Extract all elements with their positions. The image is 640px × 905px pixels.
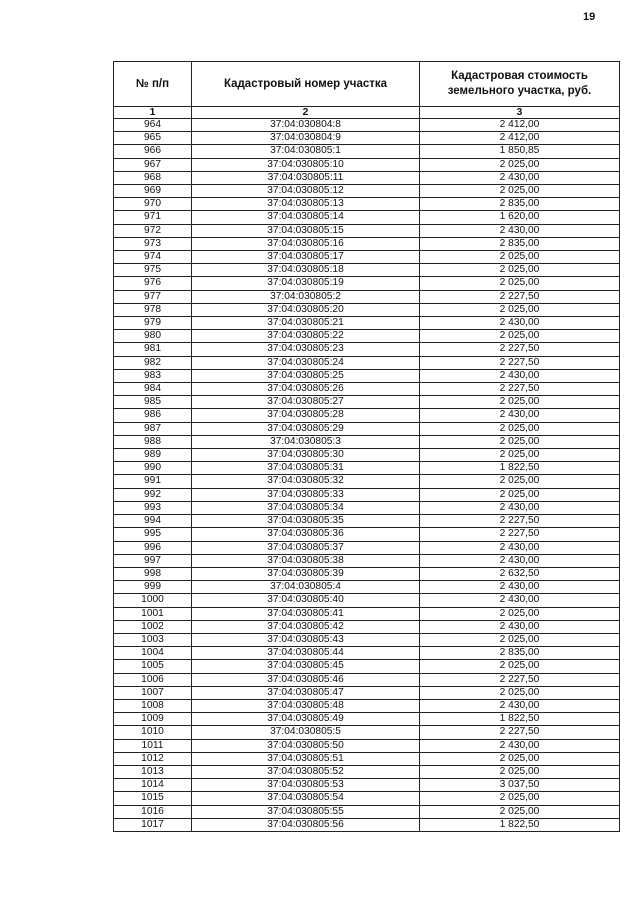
cadastral-value-cell: 1 822,50 [420, 713, 620, 726]
row-number-cell: 1001 [114, 607, 192, 620]
cadastral-number-cell: 37:04:030805:11 [192, 171, 420, 184]
cadastral-number-cell: 37:04:030805:30 [192, 449, 420, 462]
cadastral-value-cell: 2 227,50 [420, 673, 620, 686]
row-number-cell: 970 [114, 198, 192, 211]
cadastral-number-cell: 37:04:030805:4 [192, 581, 420, 594]
cadastral-number-cell: 37:04:030805:43 [192, 633, 420, 646]
cadastral-value-cell: 2 430,00 [420, 409, 620, 422]
cadastral-value-cell: 2 025,00 [420, 607, 620, 620]
cadastral-number-cell: 37:04:030805:34 [192, 501, 420, 514]
cadastral-number-cell: 37:04:030805:25 [192, 369, 420, 382]
row-number-cell: 983 [114, 369, 192, 382]
cadastral-value-cell: 2 412,00 [420, 119, 620, 132]
table-row [114, 383, 620, 396]
row-number-cell: 1003 [114, 633, 192, 646]
table-row [114, 594, 620, 607]
cadastral-value-cell: 2 025,00 [420, 805, 620, 818]
row-number-cell: 999 [114, 581, 192, 594]
cadastral-number-cell: 37:04:030805:41 [192, 607, 420, 620]
table-row [114, 528, 620, 541]
row-number-cell: 1017 [114, 818, 192, 831]
table-row [114, 303, 620, 316]
cadastral-value-cell: 2 227,50 [420, 726, 620, 739]
row-number-cell: 1004 [114, 647, 192, 660]
table-row [114, 264, 620, 277]
cadastral-number-cell: 37:04:030805:29 [192, 422, 420, 435]
table-row [114, 501, 620, 514]
table-row [114, 686, 620, 699]
cadastral-number-cell: 37:04:030805:10 [192, 158, 420, 171]
cadastral-number-cell: 37:04:030805:15 [192, 224, 420, 237]
table-row [114, 567, 620, 580]
table-row [114, 449, 620, 462]
cadastral-number-cell: 37:04:030804:9 [192, 132, 420, 145]
row-number-cell: 995 [114, 528, 192, 541]
row-number-cell: 969 [114, 185, 192, 198]
table-row [114, 699, 620, 712]
cadastral-number-cell: 37:04:030805:38 [192, 554, 420, 567]
cadastral-number-cell: 37:04:030805:49 [192, 713, 420, 726]
cadastral-value-cell: 2 025,00 [420, 185, 620, 198]
row-number-cell: 965 [114, 132, 192, 145]
table-row [114, 541, 620, 554]
row-number-cell: 996 [114, 541, 192, 554]
table-row [114, 620, 620, 633]
cadastral-value-cell: 2 430,00 [420, 501, 620, 514]
table-row [114, 739, 620, 752]
cadastral-value-cell: 2 025,00 [420, 765, 620, 778]
table-row [114, 633, 620, 646]
row-number-cell: 972 [114, 224, 192, 237]
cadastral-number-cell: 37:04:030805:50 [192, 739, 420, 752]
cadastral-value-cell: 1 822,50 [420, 462, 620, 475]
cadastral-value-cell: 2 227,50 [420, 528, 620, 541]
row-number-cell: 1010 [114, 726, 192, 739]
column-number-row [114, 107, 620, 119]
table-row [114, 462, 620, 475]
table-row [114, 396, 620, 409]
table-row [114, 343, 620, 356]
table-row [114, 792, 620, 805]
cadastral-number-cell: 37:04:030805:27 [192, 396, 420, 409]
row-number-cell: 993 [114, 501, 192, 514]
cadastral-value-cell: 2 430,00 [420, 541, 620, 554]
table-row [114, 145, 620, 158]
row-number-cell: 1005 [114, 660, 192, 673]
cadastral-value-cell: 2 025,00 [420, 686, 620, 699]
cadastral-number-cell: 37:04:030805:36 [192, 528, 420, 541]
cadastral-value-cell: 2 430,00 [420, 171, 620, 184]
cadastral-value-cell: 1 850,85 [420, 145, 620, 158]
table-row [114, 554, 620, 567]
table-row [114, 435, 620, 448]
row-number-cell: 1000 [114, 594, 192, 607]
cadastral-number-cell: 37:04:030805:28 [192, 409, 420, 422]
cadastral-number-cell: 37:04:030805:32 [192, 475, 420, 488]
cadastral-value-cell: 2 430,00 [420, 594, 620, 607]
cadastral-value-cell: 2 025,00 [420, 251, 620, 264]
row-number-cell: 980 [114, 330, 192, 343]
table-row [114, 198, 620, 211]
cadastral-value-cell: 2 025,00 [420, 422, 620, 435]
table-row [114, 607, 620, 620]
row-number-cell: 978 [114, 303, 192, 316]
row-number-cell: 968 [114, 171, 192, 184]
header-row [114, 62, 620, 107]
table-row [114, 277, 620, 290]
cadastral-value-cell: 2 430,00 [420, 554, 620, 567]
cadastral-number-cell: 37:04:030805:1 [192, 145, 420, 158]
table-row [114, 369, 620, 382]
table-row [114, 475, 620, 488]
row-number-cell: 1007 [114, 686, 192, 699]
cadastral-number-cell: 37:04:030805:13 [192, 198, 420, 211]
cadastral-value-cell: 2 430,00 [420, 317, 620, 330]
row-number-cell: 1016 [114, 805, 192, 818]
cadastral-number-cell: 37:04:030805:54 [192, 792, 420, 805]
cadastral-number-cell: 37:04:030805:33 [192, 488, 420, 501]
cadastral-value-cell: 2 025,00 [420, 396, 620, 409]
cadastral-value-cell: 2 835,00 [420, 237, 620, 250]
table-row [114, 422, 620, 435]
row-number-cell: 985 [114, 396, 192, 409]
cadastral-value-cell: 2 227,50 [420, 515, 620, 528]
table-row [114, 211, 620, 224]
row-number-cell: 988 [114, 435, 192, 448]
row-number-cell: 977 [114, 290, 192, 303]
cadastral-number-cell: 37:04:030805:44 [192, 647, 420, 660]
cadastral-value-cell: 3 037,50 [420, 779, 620, 792]
row-number-cell: 967 [114, 158, 192, 171]
cadastral-number-cell: 37:04:030805:23 [192, 343, 420, 356]
cadastral-number-cell: 37:04:030805:42 [192, 620, 420, 633]
row-number-cell: 987 [114, 422, 192, 435]
cadastral-table [113, 61, 620, 832]
row-number-cell: 975 [114, 264, 192, 277]
cadastral-number-cell: 37:04:030805:17 [192, 251, 420, 264]
table-row [114, 158, 620, 171]
row-number-cell: 989 [114, 449, 192, 462]
row-number-cell: 986 [114, 409, 192, 422]
cadastral-value-cell: 2 025,00 [420, 488, 620, 501]
table-row [114, 581, 620, 594]
row-number-cell: 982 [114, 356, 192, 369]
cadastral-number-cell: 37:04:030805:3 [192, 435, 420, 448]
row-number-cell: 964 [114, 119, 192, 132]
cadastral-number-cell: 37:04:030805:26 [192, 383, 420, 396]
cadastral-number-cell: 37:04:030805:2 [192, 290, 420, 303]
cadastral-value-cell: 2 025,00 [420, 792, 620, 805]
row-number-cell: 1012 [114, 752, 192, 765]
cadastral-number-cell: 37:04:030805:51 [192, 752, 420, 765]
header-cadastral-number: Кадастровый номер участка [192, 62, 420, 107]
table-row [114, 673, 620, 686]
row-number-cell: 984 [114, 383, 192, 396]
table-row [114, 805, 620, 818]
row-number-cell: 992 [114, 488, 192, 501]
row-number-cell: 998 [114, 567, 192, 580]
cadastral-value-cell: 2 025,00 [420, 449, 620, 462]
table-row [114, 356, 620, 369]
cadastral-number-cell: 37:04:030805:31 [192, 462, 420, 475]
cadastral-number-cell: 37:04:030805:45 [192, 660, 420, 673]
row-number-cell: 1008 [114, 699, 192, 712]
table-row [114, 317, 620, 330]
cadastral-number-cell: 37:04:030805:16 [192, 237, 420, 250]
cadastral-value-cell: 2 025,00 [420, 264, 620, 277]
cadastral-number-cell: 37:04:030805:14 [192, 211, 420, 224]
cadastral-number-cell: 37:04:030805:18 [192, 264, 420, 277]
table-row [114, 752, 620, 765]
row-number-cell: 1015 [114, 792, 192, 805]
cadastral-value-cell: 2 025,00 [420, 303, 620, 316]
row-number-cell: 997 [114, 554, 192, 567]
row-number-cell: 971 [114, 211, 192, 224]
cadastral-number-cell: 37:04:030805:20 [192, 303, 420, 316]
cadastral-number-cell: 37:04:030805:24 [192, 356, 420, 369]
table-row [114, 647, 620, 660]
cadastral-number-cell: 37:04:030805:52 [192, 765, 420, 778]
row-number-cell: 1002 [114, 620, 192, 633]
row-number-cell: 1009 [114, 713, 192, 726]
cadastral-number-cell: 37:04:030805:55 [192, 805, 420, 818]
cadastral-value-cell: 2 025,00 [420, 158, 620, 171]
cadastral-number-cell: 37:04:030805:5 [192, 726, 420, 739]
cadastral-number-cell: 37:04:030805:56 [192, 818, 420, 831]
cadastral-value-cell: 2 025,00 [420, 435, 620, 448]
table-row [114, 185, 620, 198]
cadastral-number-cell: 37:04:030805:12 [192, 185, 420, 198]
cadastral-value-cell: 2 430,00 [420, 699, 620, 712]
cadastral-value-cell: 2 227,50 [420, 343, 620, 356]
table-row [114, 409, 620, 422]
cadastral-number-cell: 37:04:030804:8 [192, 119, 420, 132]
row-number-cell: 1014 [114, 779, 192, 792]
cadastral-number-cell: 37:04:030805:22 [192, 330, 420, 343]
row-number-cell: 1013 [114, 765, 192, 778]
table-row [114, 224, 620, 237]
cadastral-number-cell: 37:04:030805:53 [192, 779, 420, 792]
cadastral-value-cell: 2 025,00 [420, 330, 620, 343]
table-row [114, 330, 620, 343]
column-number: 3 [420, 107, 620, 119]
cadastral-value-cell: 2 430,00 [420, 369, 620, 382]
header-cadastral-value: Кадастровая стоимость земельного участка, руб. [420, 62, 620, 107]
cadastral-value-cell: 2 430,00 [420, 581, 620, 594]
cadastral-number-cell: 37:04:030805:35 [192, 515, 420, 528]
column-number: 1 [114, 107, 192, 119]
cadastral-number-cell: 37:04:030805:48 [192, 699, 420, 712]
cadastral-value-cell: 1 620,00 [420, 211, 620, 224]
row-number-cell: 966 [114, 145, 192, 158]
cadastral-value-cell: 2 025,00 [420, 660, 620, 673]
cadastral-value-cell: 2 632,50 [420, 567, 620, 580]
row-number-cell: 981 [114, 343, 192, 356]
cadastral-number-cell: 37:04:030805:47 [192, 686, 420, 699]
header-row-number: № п/п [114, 62, 192, 107]
cadastral-number-cell: 37:04:030805:39 [192, 567, 420, 580]
cadastral-number-cell: 37:04:030805:46 [192, 673, 420, 686]
table-row [114, 132, 620, 145]
table-row [114, 726, 620, 739]
table-row [114, 713, 620, 726]
cadastral-value-cell: 2 025,00 [420, 475, 620, 488]
table-row [114, 515, 620, 528]
table-row [114, 779, 620, 792]
cadastral-value-cell: 1 822,50 [420, 818, 620, 831]
cadastral-number-cell: 37:04:030805:21 [192, 317, 420, 330]
cadastral-value-cell: 2 430,00 [420, 224, 620, 237]
cadastral-value-cell: 2 835,00 [420, 198, 620, 211]
table-row [114, 237, 620, 250]
row-number-cell: 979 [114, 317, 192, 330]
column-number: 2 [192, 107, 420, 119]
cadastral-number-cell: 37:04:030805:19 [192, 277, 420, 290]
table-row [114, 660, 620, 673]
row-number-cell: 974 [114, 251, 192, 264]
table-row [114, 818, 620, 831]
table-row [114, 119, 620, 132]
row-number-cell: 1006 [114, 673, 192, 686]
row-number-cell: 991 [114, 475, 192, 488]
cadastral-value-cell: 2 430,00 [420, 739, 620, 752]
table-row [114, 488, 620, 501]
table-row [114, 290, 620, 303]
cadastral-value-cell: 2 412,00 [420, 132, 620, 145]
cadastral-number-cell: 37:04:030805:37 [192, 541, 420, 554]
cadastral-value-cell: 2 227,50 [420, 356, 620, 369]
cadastral-value-cell: 2 227,50 [420, 383, 620, 396]
table-row [114, 251, 620, 264]
row-number-cell: 973 [114, 237, 192, 250]
page-number: 19 [583, 11, 596, 23]
cadastral-value-cell: 2 430,00 [420, 620, 620, 633]
cadastral-value-cell: 2 025,00 [420, 277, 620, 290]
cadastral-number-cell: 37:04:030805:40 [192, 594, 420, 607]
cadastral-value-cell: 2 025,00 [420, 633, 620, 646]
cadastral-value-cell: 2 835,00 [420, 647, 620, 660]
row-number-cell: 990 [114, 462, 192, 475]
row-number-cell: 994 [114, 515, 192, 528]
cadastral-value-cell: 2 227,50 [420, 290, 620, 303]
row-number-cell: 1011 [114, 739, 192, 752]
table-row [114, 765, 620, 778]
table-row [114, 171, 620, 184]
row-number-cell: 976 [114, 277, 192, 290]
cadastral-value-cell: 2 025,00 [420, 752, 620, 765]
